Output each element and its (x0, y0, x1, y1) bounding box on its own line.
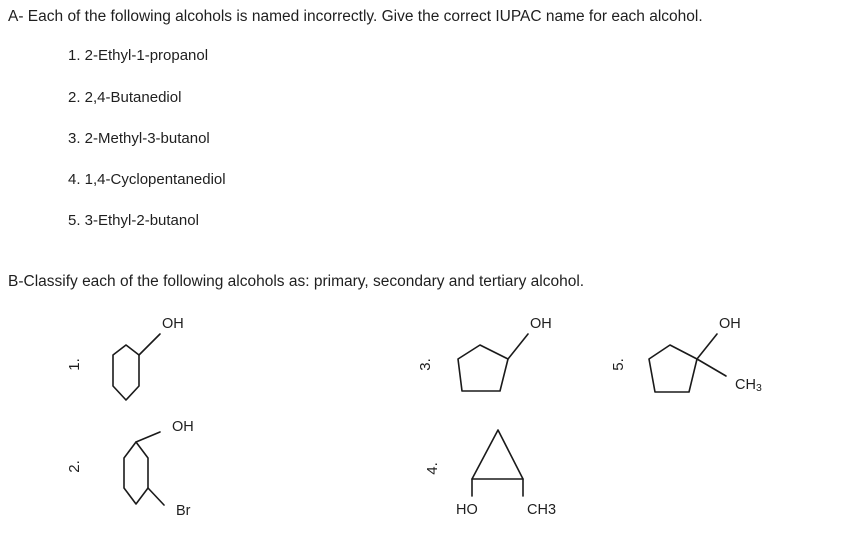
section-a-heading: A- Each of the following alcohols is named incorrectly. Give the correct IUPAC name for each alcohol. (8, 8, 703, 25)
structure-2-number: 2. (65, 460, 83, 473)
structure-2-br-label: Br (176, 503, 191, 519)
list-item: 4. 1,4-Cyclopentanediol (68, 171, 226, 188)
structure-1-oh-label: OH (162, 316, 184, 332)
structure-4-number: 4. (423, 462, 441, 475)
list-item: 5. 3-Ethyl-2-butanol (68, 212, 199, 229)
structure-5-oh-label: OH (719, 316, 741, 332)
structure-5-ch3-label: CH3 (735, 377, 762, 394)
structure-3-oh-label: OH (530, 316, 552, 332)
list-item: 3. 2-Methyl-3-butanol (68, 130, 210, 147)
structure-2-oh-label: OH (172, 419, 194, 435)
list-item: 1. 2-Ethyl-1-propanol (68, 47, 209, 64)
structure-3-number: 3. (416, 358, 434, 371)
list-item: 2. 2,4-Butanediol (68, 89, 182, 106)
structure-4-ho-label: HO (456, 502, 478, 518)
structure-5-number: 5. (609, 358, 627, 371)
structure-1-number: 1. (65, 358, 83, 371)
section-b-heading: B-Classify each of the following alcohols as: primary, secondary and tertiary alcohol. (8, 273, 585, 290)
structure-4-ch3-label: CH3 (527, 502, 557, 518)
